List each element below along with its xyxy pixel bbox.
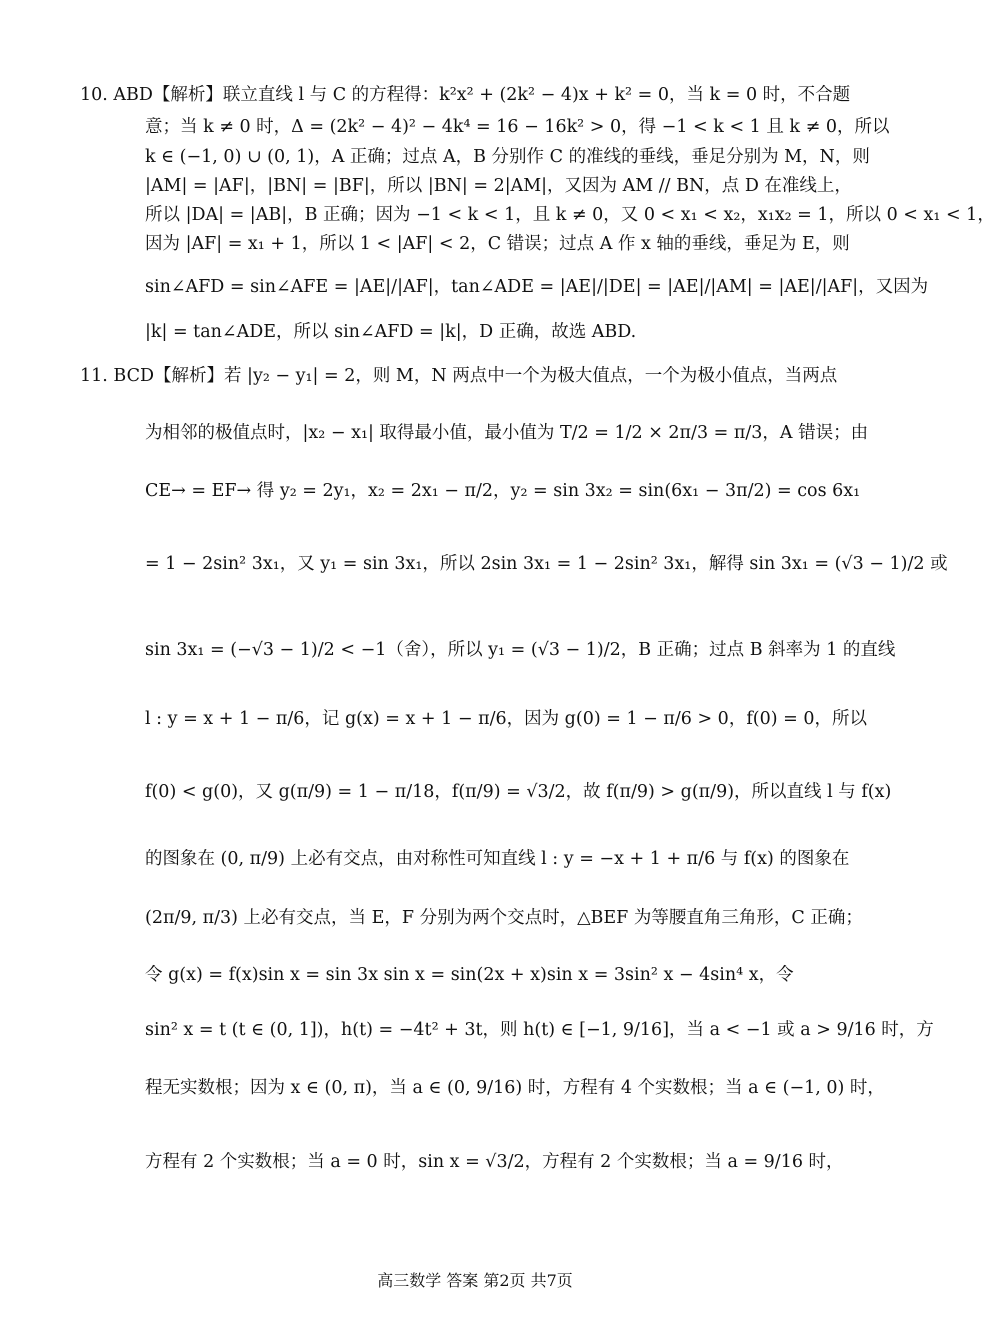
- problem-10-line-1: 10. ABD【解析】联立直线 l 与 C 的方程得：k²x² + (2k² − 4)x + k² = 0，当 k = 0 时，不合题: [80, 85, 851, 105]
- problem-11-line-5: sin 3x₁ = (−√3 − 1)/2 < −1（舍），所以 y₁ = (√3 − 1)/2，B 正确；过点 B 斜率为 1 的直线: [145, 640, 896, 660]
- problem-10-line-2: 意；当 k ≠ 0 时，Δ = (2k² − 4)² − 4k⁴ = 16 − 16k² > 0，得 −1 < k < 1 且 k ≠ 0，所以: [145, 117, 890, 137]
- problem-11-line-3: CE→ = EF→ 得 y₂ = 2y₁，x₂ = 2x₁ − π/2，y₂ = sin 3x₂ = sin(6x₁ − 3π/2) = cos 6x₁: [145, 481, 861, 501]
- problem-11-line-9: (2π/9, π/3) 上必有交点，当 E，F 分别为两个交点时，△BEF 为等腰直角三角形，C 正确；: [145, 908, 863, 928]
- problem-11-line-11: sin² x = t (t ∈ (0, 1])，h(t) = −4t² + 3t，则 h(t) ∈ [−1, 9/16]，当 a < −1 或 a > 9/16 时，方: [145, 1020, 934, 1040]
- problem-11-line-8: 的图象在 (0, π/9) 上必有交点，由对称性可知直线 l : y = −x + 1 + π/6 与 f(x) 的图象在: [145, 849, 850, 869]
- problem-10-line-5: 所以 |DA| = |AB|，B 正确；因为 −1 < k < 1，且 k ≠ 0，又 0 < x₁ < x₂，x₁x₂ = 1，所以 0 < x₁ < 1，: [145, 205, 995, 225]
- page-footer: 高三数学 答案 第2页 共7页: [377, 1271, 573, 1290]
- problem-11-line-1: 11. BCD【解析】若 |y₂ − y₁| = 2，则 M，N 两点中一个为极大值点，一个为极小值点，当两点: [80, 366, 838, 386]
- problem-11-line-7: f(0) < g(0)，又 g(π/9) = 1 − π/18，f(π/9) = √3/2，故 f(π/9) > g(π/9)，所以直线 l 与 f(x): [145, 782, 892, 802]
- problem-10-line-6: 因为 |AF| = x₁ + 1，所以 1 < |AF| < 2，C 错误；过点 A 作 x 轴的垂线，垂足为 E，则: [145, 234, 850, 254]
- problem-10-line-7: sin∠AFD = sin∠AFE = |AE|/|AF|，tan∠ADE = |AE|/|DE| = |AE|/|AM| = |AE|/|AF|，又因为: [145, 277, 929, 297]
- problem-11-line-2: 为相邻的极值点时，|x₂ − x₁| 取得最小值，最小值为 T/2 = 1/2 × 2π/3 = π/3，A 错误；由: [145, 423, 869, 443]
- problem-10-line-3: k ∈ (−1, 0) ∪ (0, 1)，A 正确；过点 A，B 分别作 C 的准线的垂线，垂足分别为 M，N，则: [145, 147, 870, 167]
- problem-10-line-4: |AM| = |AF|，|BN| = |BF|，所以 |BN| = 2|AM|，又因为 AM // BN，点 D 在准线上，: [145, 176, 852, 196]
- problem-11-line-13: 方程有 2 个实数根；当 a = 0 时，sin x = √3/2，方程有 2 个实数根；当 a = 9/16 时，: [145, 1152, 844, 1172]
- problem-11-line-12: 程无实数根；因为 x ∈ (0, π)，当 a ∈ (0, 9/16) 时，方程有 4 个实数根；当 a ∈ (−1, 0) 时，: [145, 1078, 885, 1098]
- problem-10-line-8: |k| = tan∠ADE，所以 sin∠AFD = |k|，D 正确，故选 ABD.: [145, 322, 637, 342]
- problem-11-line-6: l : y = x + 1 − π/6，记 g(x) = x + 1 − π/6，因为 g(0) = 1 − π/6 > 0，f(0) = 0，所以: [145, 709, 868, 729]
- problem-11-line-4: = 1 − 2sin² 3x₁，又 y₁ = sin 3x₁，所以 2sin 3x₁ = 1 − 2sin² 3x₁，解得 sin 3x₁ = (√3 − 1)/2 或: [145, 554, 948, 574]
- problem-11-line-10: 令 g(x) = f(x)sin x = sin 3x sin x = sin(2x + x)sin x = 3sin² x − 4sin⁴ x，令: [145, 965, 794, 985]
